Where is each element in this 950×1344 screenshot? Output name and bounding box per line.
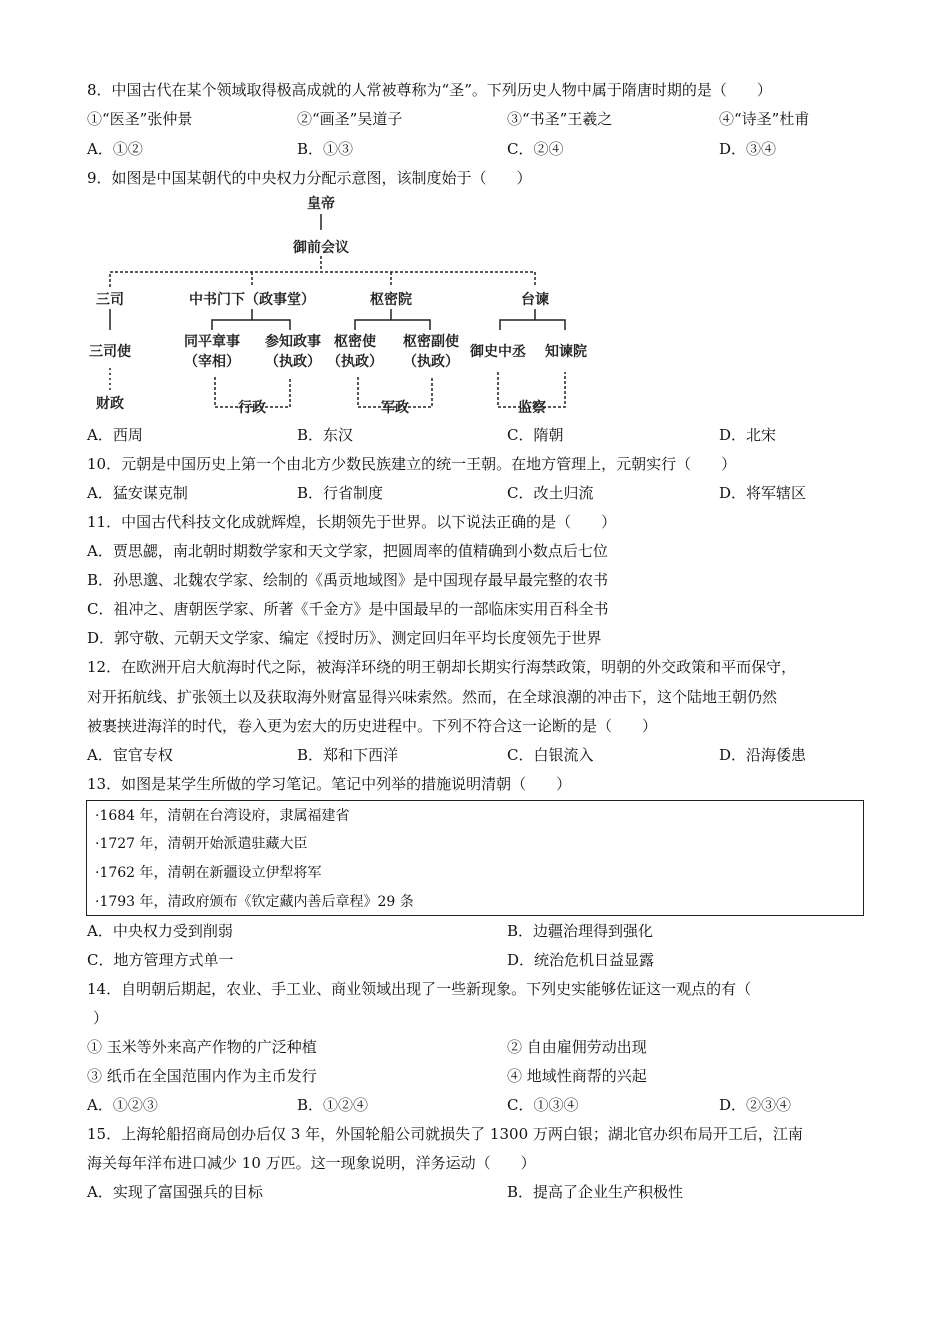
q12-stem-line-3: 被裹挟进海洋的时代，卷入更为宏大的历史进程中。下列不符合这一论断的是（ ） xyxy=(87,717,658,735)
q8-option-b: B．①③ xyxy=(297,140,354,158)
q12-option-d: D．沿海倭患 xyxy=(719,746,807,764)
q15-option-a: A．实现了富国强兵的目标 xyxy=(87,1183,263,1201)
q14-item-3: ③ 纸币在全国范围内作为主币发行 xyxy=(87,1067,317,1085)
diagram-sansishi: 三司使 xyxy=(89,344,131,360)
q8-item-2: ②“画圣”吴道子 xyxy=(297,110,403,128)
q14-stem-line-2: ） xyxy=(93,1009,109,1027)
diagram-zaixiang: （宰相） xyxy=(184,354,240,370)
diagram-jiancha: 监察 xyxy=(518,400,546,416)
q10-option-b: B．行省制度 xyxy=(297,484,384,502)
q11-option-c: C．祖冲之、唐朝医学家、所著《千金方》是中国最早的一部临床实用百科全书 xyxy=(87,600,609,618)
q14-option-a: A．①②③ xyxy=(87,1096,158,1114)
q10-option-a: A．猛安谋克制 xyxy=(87,484,188,502)
q8-item-1: ①“医圣”张仲景 xyxy=(87,110,193,128)
q11-option-b: B．孙思邈、北魏农学家、绘制的《禹贡地域图》是中国现存最早最完整的农书 xyxy=(87,571,609,589)
note-item-4: ·1793 年，清政府颁布《钦定藏内善后章程》29 条 xyxy=(95,894,414,910)
q13-option-b: B．边疆治理得到强化 xyxy=(507,922,654,940)
q9-stem: 9．如图是中国某朝代的中央权力分配示意图，该制度始于（ ） xyxy=(87,169,532,187)
diagram-zhizheng-1: （执政） xyxy=(265,354,321,370)
diagram-sansi: 三司 xyxy=(96,292,124,308)
q8-option-a: A．①② xyxy=(87,140,143,158)
note-item-2: ·1727 年，清朝开始派遣驻藏大臣 xyxy=(95,836,308,852)
diagram-shumifushi: 枢密副使 xyxy=(403,334,459,350)
q11-stem: 11．中国古代科技文化成就辉煌，长期领先于世界。以下说法正确的是（ ） xyxy=(87,513,617,531)
q12-option-a: A．宦官专权 xyxy=(87,746,173,764)
q10-stem: 10．元朝是中国历史上第一个由北方少数民族建立的统一王朝。在地方管理上，元朝实行（ ） xyxy=(87,455,737,473)
q9-option-c: C．隋朝 xyxy=(507,426,564,444)
central-power-diagram xyxy=(80,190,600,420)
diagram-xingzheng: 行政 xyxy=(238,400,266,416)
note-item-3: ·1762 年，清朝在新疆设立伊犁将军 xyxy=(95,865,322,881)
diagram-yushi: 御史中丞 xyxy=(470,344,526,360)
q14-item-1: ① 玉米等外来高产作物的广泛种植 xyxy=(87,1038,317,1056)
q15-stem-line-2: 海关每年洋布进口减少 10 万匹。这一现象说明，洋务运动（ ） xyxy=(87,1154,536,1172)
diagram-taijian: 台谏 xyxy=(521,292,549,308)
diagram-zhizheng-2: （执政） xyxy=(327,354,383,370)
q12-option-c: C．白银流入 xyxy=(507,746,594,764)
q13-stem: 13．如图是某学生所做的学习笔记。笔记中列举的措施说明清朝（ ） xyxy=(87,775,572,793)
q8-option-c: C．②④ xyxy=(507,140,564,158)
q13-option-c: C．地方管理方式单一 xyxy=(87,951,234,969)
diagram-emperor: 皇帝 xyxy=(307,196,335,212)
study-notes-box xyxy=(86,800,864,916)
q14-item-2: ② 自由雇佣劳动出现 xyxy=(507,1038,647,1056)
q13-option-a: A．中央权力受到削弱 xyxy=(87,922,233,940)
q15-stem-line-1: 15．上海轮船招商局创办后仅 3 年，外国轮船公司就损失了 1300 万两白银；湖北官办织布局开工后，江南 xyxy=(87,1125,803,1143)
q12-option-b: B．郑和下西洋 xyxy=(297,746,399,764)
q13-option-d: D．统治危机日益显露 xyxy=(507,951,655,969)
q14-stem-line-1: 14．自明朝后期起，农业、手工业、商业领域出现了一些新现象。下列史实能够佐证这一观点的有（ xyxy=(87,980,752,998)
q8-item-3: ③“书圣”王羲之 xyxy=(507,110,613,128)
q11-option-a: A．贾思勰，南北朝时期数学家和天文学家，把圆周率的值精确到小数点后七位 xyxy=(87,542,608,560)
diagram-shumiyuan: 枢密院 xyxy=(370,292,412,308)
q8-item-4: ④“诗圣”杜甫 xyxy=(719,110,810,128)
diagram-canzhi: 参知政事 xyxy=(265,334,321,350)
q14-option-d: D．②③④ xyxy=(719,1096,792,1114)
diagram-caizheng: 财政 xyxy=(96,396,124,412)
diagram-zhizheng-3: （执政） xyxy=(403,354,459,370)
q14-option-c: C．①③④ xyxy=(507,1096,579,1114)
diagram-tongping: 同平章事 xyxy=(184,334,240,350)
q11-option-d: D．郭守敬、元朝天文学家、编定《授时历》、测定回归年平均长度领先于世界 xyxy=(87,629,602,647)
diagram-zhongshu: 中书门下（政事堂） xyxy=(189,292,315,308)
q9-option-d: D．北宋 xyxy=(719,426,777,444)
q14-item-4: ④ 地域性商帮的兴起 xyxy=(507,1067,647,1085)
q9-option-a: A．西周 xyxy=(87,426,143,444)
diagram-shumishi: 枢密使 xyxy=(334,334,376,350)
q10-option-c: C．改土归流 xyxy=(507,484,594,502)
q12-stem-line-2: 对开拓航线、扩张领土以及获取海外财富显得兴味索然。然而，在全球浪潮的冲击下，这个陆地王朝仍然 xyxy=(87,688,778,706)
q8-stem: 8．中国古代在某个领域取得极高成就的人常被尊称为“圣”。下列历史人物中属于隋唐时期的是（ ） xyxy=(87,81,772,99)
q14-option-b: B．①②④ xyxy=(297,1096,369,1114)
q15-option-b: B．提高了企业生产积极性 xyxy=(507,1183,684,1201)
diagram-council: 御前会议 xyxy=(293,240,349,256)
q9-option-b: B．东汉 xyxy=(297,426,354,444)
q10-option-d: D．将军辖区 xyxy=(719,484,807,502)
diagram-zhijian: 知谏院 xyxy=(545,344,587,360)
q12-stem-line-1: 12．在欧洲开启大航海时代之际，被海洋环绕的明王朝却长期实行海禁政策，明朝的外交政策和平而保守， xyxy=(87,658,797,676)
diagram-junzheng: 军政 xyxy=(381,400,409,416)
q8-option-d: D．③④ xyxy=(719,140,777,158)
note-item-1: ·1684 年，清朝在台湾设府，隶属福建省 xyxy=(95,808,350,824)
